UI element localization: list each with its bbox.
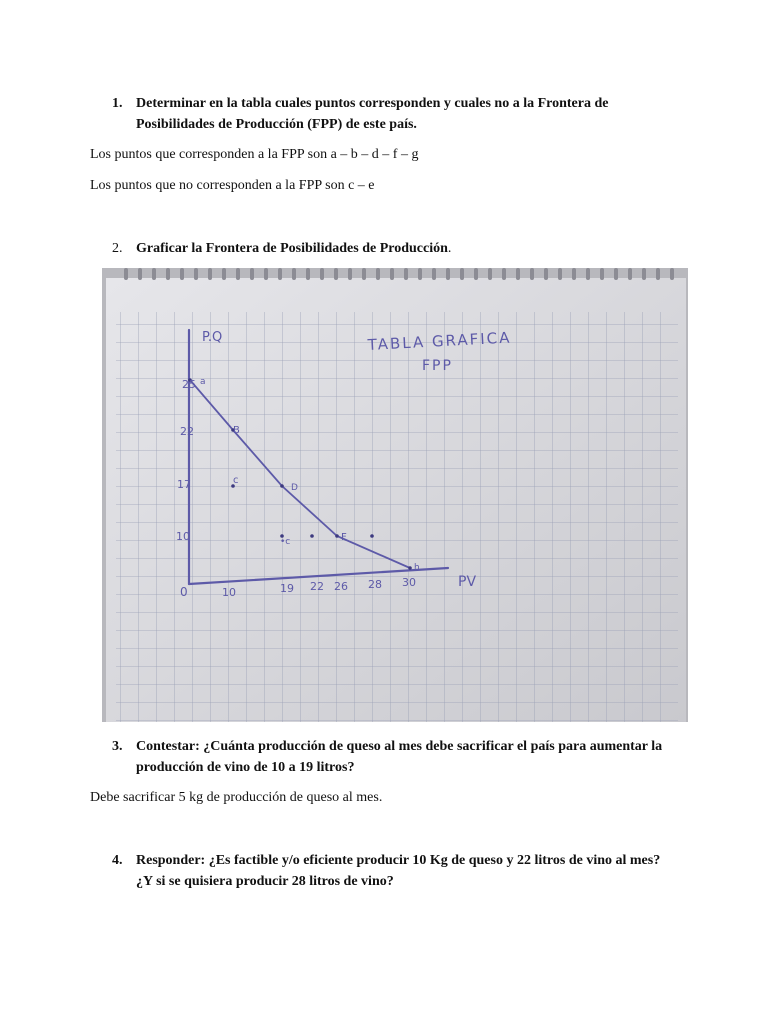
spiral-ring: [502, 268, 506, 280]
y-tick-label: 22: [180, 425, 194, 438]
spiral-ring: [264, 268, 268, 280]
chart-point: [370, 534, 374, 538]
spiral-ring: [488, 268, 492, 280]
point-label-h: h: [414, 563, 420, 573]
spiral-ring: [656, 268, 660, 280]
spiral-ring: [558, 268, 562, 280]
spiral-ring: [194, 268, 198, 280]
origin-label: 0: [180, 585, 188, 599]
notebook-photo: [102, 268, 688, 722]
spiral-ring: [334, 268, 338, 280]
spiral-ring: [642, 268, 646, 280]
spiral-ring: [208, 268, 212, 280]
chart-point: [280, 484, 284, 488]
x-tick-label: 19: [280, 582, 294, 595]
question-1: [112, 93, 672, 135]
answer-1-corresponding: Los puntos que corresponden a la FPP son a – b – d – f – g: [90, 147, 419, 162]
y-tick-label: 25: [182, 378, 196, 391]
y-tick-label: 10: [176, 530, 190, 543]
spiral-ring: [166, 268, 170, 280]
point-label-f: F: [341, 532, 347, 543]
spiral-ring: [446, 268, 450, 280]
x-axis-label: PV: [458, 574, 477, 590]
spiral-ring: [376, 268, 380, 280]
point-label-d: D: [291, 483, 298, 493]
x-tick-label: 22: [310, 580, 324, 593]
question-text: Contestar: ¿Cuánta producción de queso al mes debe sacrificar el país para aumentar la producción de vino de 10 a 19 litros?: [136, 739, 663, 775]
spiral-ring: [306, 268, 310, 280]
question-text: Responder: ¿Es factible y/o eficiente producir 10 Kg de queso y 22 litros de vino al mes? ¿Y si se quisiera producir 28 litros de vino?: [136, 853, 661, 889]
grid: [116, 312, 678, 722]
photo-title-line1: TABLA GRAFICA: [367, 328, 512, 354]
question-text: Graficar la Frontera de Posibilidades de Producción: [136, 241, 448, 256]
spiral-ring: [614, 268, 618, 280]
question-number: 2.: [112, 241, 123, 256]
question-number: 3.: [112, 739, 123, 754]
x-tick-label: 26: [334, 580, 348, 593]
spiral-ring: [544, 268, 548, 280]
spiral-ring: [586, 268, 590, 280]
spiral-ring: [152, 268, 156, 280]
answer-3: Debe sacrificar 5 kg de producción de queso al mes.: [90, 790, 383, 805]
spiral-ring: [404, 268, 408, 280]
point-label-b: B: [233, 425, 240, 436]
spiral-ring: [572, 268, 576, 280]
spiral-ring: [418, 268, 422, 280]
y-tick-label: 17: [177, 478, 191, 491]
x-tick-label: 10: [222, 586, 236, 599]
ppf-graph: [102, 268, 688, 722]
spiral-ring: [390, 268, 394, 280]
spiral-ring: [474, 268, 478, 280]
spiral-ring: [600, 268, 604, 280]
question-number: 4.: [112, 853, 123, 868]
question-period: .: [447, 241, 452, 256]
spiral-ring: [138, 268, 142, 280]
spiral-ring: [348, 268, 352, 280]
x-tick-label: 30: [402, 576, 416, 589]
question-4: [112, 850, 672, 892]
question-3: [112, 736, 672, 778]
point-label-e: •c: [280, 537, 291, 547]
chart-point: [335, 534, 339, 538]
spiral-ring: [530, 268, 534, 280]
spiral-ring: [320, 268, 324, 280]
spiral-ring: [292, 268, 296, 280]
question-2: [112, 238, 672, 259]
spiral-ring: [250, 268, 254, 280]
y-axis-label: P.Q: [202, 330, 223, 345]
spiral-ring: [460, 268, 464, 280]
spiral-ring: [670, 268, 674, 280]
spiral-ring: [124, 268, 128, 280]
question-text: Determinar en la tabla cuales puntos corresponden y cuales no a la Frontera de Posibilidades de Producción (FPP) de este país.: [136, 96, 609, 132]
spiral-ring: [516, 268, 520, 280]
spiral-ring: [628, 268, 632, 280]
x-tick-label: 28: [368, 578, 382, 591]
spiral-ring: [222, 268, 226, 280]
spiral-ring: [362, 268, 366, 280]
spiral-ring: [180, 268, 184, 280]
point-label-a: a: [200, 377, 206, 387]
spiral-ring: [278, 268, 282, 280]
spiral-ring: [236, 268, 240, 280]
point-label-c: c: [233, 475, 239, 486]
chart-point: [408, 566, 412, 570]
photo-title-line2: FPP: [422, 358, 453, 374]
question-number: 1.: [112, 96, 123, 111]
chart-point: [310, 534, 314, 538]
answer-1-not-corresponding: Los puntos que no corresponden a la FPP son c – e: [90, 178, 375, 193]
spiral-ring: [432, 268, 436, 280]
